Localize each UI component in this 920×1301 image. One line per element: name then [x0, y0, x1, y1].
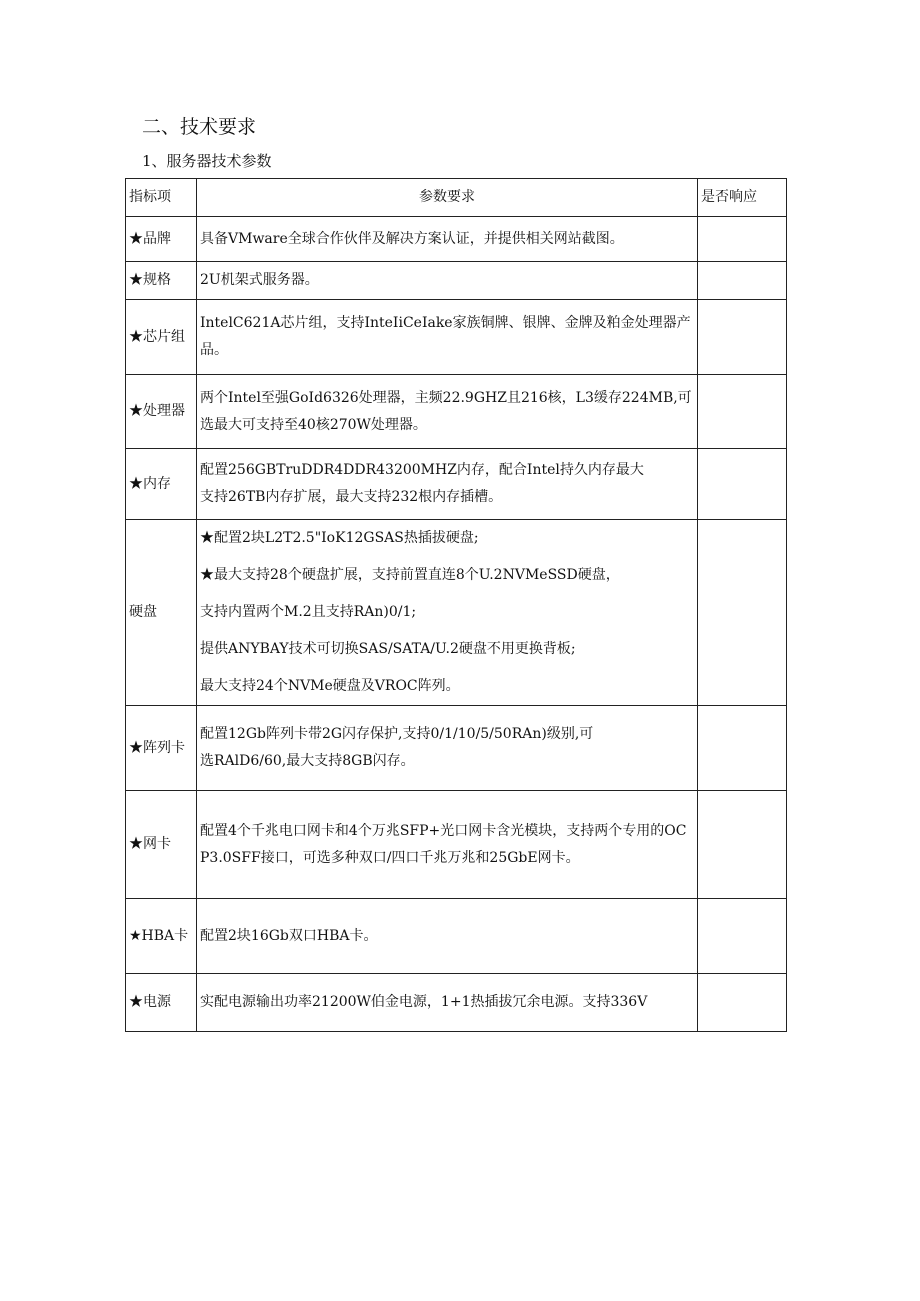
row-requirement: IntelC621A芯片组，支持InteIiCeIake家族铜牌、银牌、金牌及粕金处理器产品。	[197, 300, 698, 375]
row-response	[698, 974, 787, 1032]
table-row	[126, 217, 787, 262]
table-header-row	[126, 179, 787, 217]
row-item: ★规格	[126, 262, 197, 300]
row-requirement: 两个Intel至强GoId6326处理器，主频22.9GHZ且216核，L3缓存224MB,可选最大可支持至40核270W处理器。	[197, 375, 698, 449]
row-response	[698, 300, 787, 375]
row-requirement: ★配置2块L2T2.5"IoK12GSAS热插拔硬盘; ★最大支持28个硬盘扩展，支持前置直连8个U.2NVMeSSD硬盘， 支持内置两个M.2且支持RAn)0/1; 提供ANYBAY技术可切换SAS/SATA/U.2硬盘不用更换背板; 最大支持24个NVMe硬盘及VROC阵列。	[197, 520, 698, 706]
row-item: ★阵列卡	[126, 706, 197, 791]
table-row	[126, 449, 787, 520]
row-item: 硬盘	[126, 520, 197, 706]
table-row	[126, 300, 787, 375]
table-row	[126, 706, 787, 791]
header-requirement: 参数要求	[197, 179, 698, 217]
row-response	[698, 217, 787, 262]
table-row	[126, 791, 787, 899]
row-response	[698, 375, 787, 449]
row-item: ★网卡	[126, 791, 197, 899]
table-row	[126, 375, 787, 449]
subsection-title: 1、服务器技术参数	[142, 152, 272, 170]
row-requirement: 实配电源输出功率21200W伯金电源，1+1热插拔冗余电源。支持336V	[197, 974, 698, 1032]
row-response	[698, 449, 787, 520]
row-response	[698, 520, 787, 706]
header-response: 是否响应	[698, 179, 787, 217]
row-response	[698, 262, 787, 300]
table-row	[126, 974, 787, 1032]
table-row	[126, 520, 787, 706]
spec-table	[125, 178, 787, 1032]
row-item: ★处理器	[126, 375, 197, 449]
row-response	[698, 899, 787, 974]
row-item: ★品牌	[126, 217, 197, 262]
row-requirement: 2U机架式服务器。	[197, 262, 698, 300]
table-row	[126, 899, 787, 974]
row-item: ★电源	[126, 974, 197, 1032]
row-requirement: 配置2块16Gb双口HBA卡。	[197, 899, 698, 974]
section-title: 二、技术要求	[142, 116, 257, 138]
row-requirement: 配置4个千兆电口网卡和4个万兆SFP+光口网卡含光模块，支持两个专用的OCP3.0SFF接口，可选多种双口/四口千兆万兆和25GbE网卡。	[197, 791, 698, 899]
row-response	[698, 706, 787, 791]
row-item: ★HBA卡	[126, 899, 197, 974]
row-requirement: 配置256GBTruDDR4DDR43200MHZ内存，配合Intel持久内存最大 支持26TB内存扩展，最大支持232根内存插槽。	[197, 449, 698, 520]
row-item: ★内存	[126, 449, 197, 520]
row-requirement: 配置12Gb阵列卡带2G闪存保护,支持0/1/10/5/50RAn)级别,可 选RAlD6/60,最大支持8GB闪存。	[197, 706, 698, 791]
row-requirement: 具备VMware全球合作伙伴及解决方案认证，并提供相关网站截图。	[197, 217, 698, 262]
header-item: 指标项	[126, 179, 197, 217]
row-item: ★芯片组	[126, 300, 197, 375]
row-response	[698, 791, 787, 899]
table-row	[126, 262, 787, 300]
